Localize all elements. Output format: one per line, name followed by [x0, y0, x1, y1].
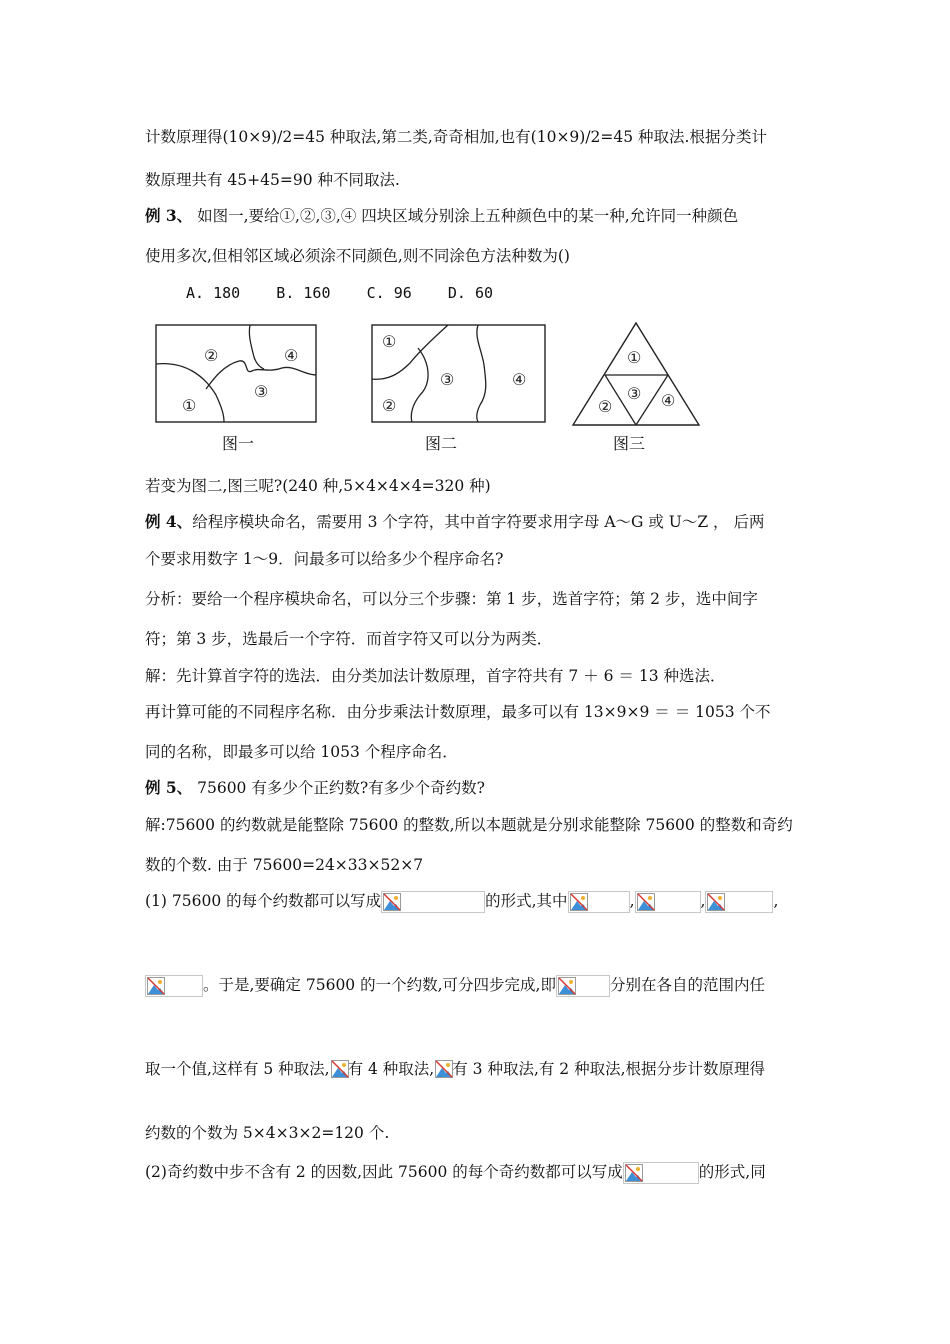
region-label: ① — [182, 396, 197, 415]
text-line: 个要求用数字 1～9．问最多可以给多少个程序命名? — [145, 550, 504, 568]
text-line-with-images — [145, 975, 765, 997]
text-fragment: (2)奇约数中步不含有 2 的因数,因此 75600 的每个奇约数都可以写成 — [145, 1163, 623, 1181]
text-fragment: 的形式,同 — [698, 1163, 766, 1181]
text-fragment: 有 4 种取法, — [347, 1060, 435, 1078]
text-fragment: (1) 75600 的每个约数都可以写成 — [145, 892, 382, 910]
example-4 — [145, 512, 764, 532]
broken-image-icon — [434, 1059, 452, 1081]
text-fragment: , — [629, 892, 635, 910]
region-label: ③ — [440, 370, 455, 389]
example-label: 例 4、 — [145, 512, 193, 531]
region-label: ③ — [254, 382, 269, 401]
figure-caption: 图三 — [613, 434, 646, 453]
text-fragment: 的形式,其中 — [485, 892, 568, 910]
broken-image-icon — [556, 975, 610, 997]
example-text: 如图一,要给①,②,③,④ 四块区域分别涂上五种颜色中的某一种,允许同一种颜色 — [192, 207, 739, 225]
region-label: ② — [204, 346, 219, 365]
example-label: 例 5、 — [145, 778, 193, 797]
answer-options: A. 180 B. 160 C. 96 D. 60 — [186, 284, 494, 302]
text-fragment: 取一个值,这样有 5 种取法, — [145, 1060, 330, 1078]
text-line: 使用多次,但相邻区域必须涂不同颜色,则不同涂色方法种数为() — [145, 247, 570, 265]
text-line: 解：先计算首字符的选法．由分类加法计数原理，首字符共有 7 ＋ 6 ＝ 13 种选法． — [145, 667, 726, 685]
broken-image-icon — [635, 891, 701, 913]
region-label: ④ — [512, 370, 527, 389]
text-line: 计数原理得(10×9)/2=45 种取法,第二类,奇奇相加,也有(10×9)/2=45 种取法.根据分类计 — [145, 128, 767, 146]
text-line-with-images — [145, 891, 778, 913]
text-line: 数原理共有 45+45=90 种不同取法. — [145, 171, 400, 189]
example-text: 给程序模块命名，需要用 3 个字符，其中首字符要求用字母 A～G 或 U～Z ， 后两 — [192, 513, 765, 531]
broken-image-icon — [568, 891, 630, 913]
text-fragment: 分别在各自的范围内任 — [609, 976, 765, 994]
text-fragment: 有 3 种取法,有 2 种取法,根据分步计数原理得 — [452, 1060, 766, 1078]
text-line: 分析：要给一个程序模块命名，可以分三个步骤：第 1 步，选首字符；第 2 步，选中间字 — [145, 590, 758, 608]
text-line: 再计算可能的不同程序名称．由分步乘法计数原理，最多可以有 13×9×9 ＝ ＝ 1053 个不 — [145, 703, 771, 721]
region-label: ④ — [284, 346, 299, 365]
region-label: ③ — [627, 384, 642, 403]
text-line-with-images — [145, 1059, 765, 1081]
broken-image-icon — [623, 1162, 699, 1184]
example-text: 75600 有多少个正约数?有多少个奇约数? — [192, 779, 485, 797]
figure-three-diagram — [570, 320, 702, 428]
broken-image-icon — [330, 1059, 348, 1081]
text-line: 同的名称，即最多可以给 1053 个程序命名． — [145, 743, 458, 761]
region-label: ④ — [661, 391, 676, 410]
region-label: ① — [627, 348, 642, 367]
figure-caption: 图二 — [425, 434, 458, 453]
figure-one-diagram — [154, 323, 318, 425]
figure-two-diagram — [370, 323, 548, 425]
broken-image-icon — [145, 975, 203, 997]
region-label: ① — [382, 332, 397, 351]
region-label: ② — [382, 396, 397, 415]
region-label: ② — [598, 397, 613, 416]
text-fragment: 。于是,要确定 75600 的一个约数,可分四步完成,即 — [203, 976, 556, 994]
text-line: 符；第 3 步，选最后一个字符．而首字符又可以分为两类． — [145, 630, 553, 648]
text-fragment: , — [773, 892, 779, 910]
text-line: 约数的个数为 5×4×3×2=120 个. — [145, 1124, 390, 1142]
text-line: 数的个数. 由于 75600=24×33×52×7 — [145, 856, 424, 874]
text-line-with-images — [145, 1162, 766, 1184]
example-3 — [145, 206, 738, 226]
broken-image-icon — [381, 891, 485, 913]
text-line: 解:75600 的约数就是能整除 75600 的整数,所以本题就是分别求能整除 75600 的整数和奇约 — [145, 816, 793, 834]
example-5 — [145, 778, 485, 798]
text-fragment: , — [700, 892, 706, 910]
example-label: 例 3、 — [145, 206, 193, 225]
figure-caption: 图一 — [222, 434, 255, 453]
broken-image-icon — [705, 891, 773, 913]
text-line: 若变为图二,图三呢?(240 种,5×4×4×4=320 种) — [145, 477, 491, 495]
